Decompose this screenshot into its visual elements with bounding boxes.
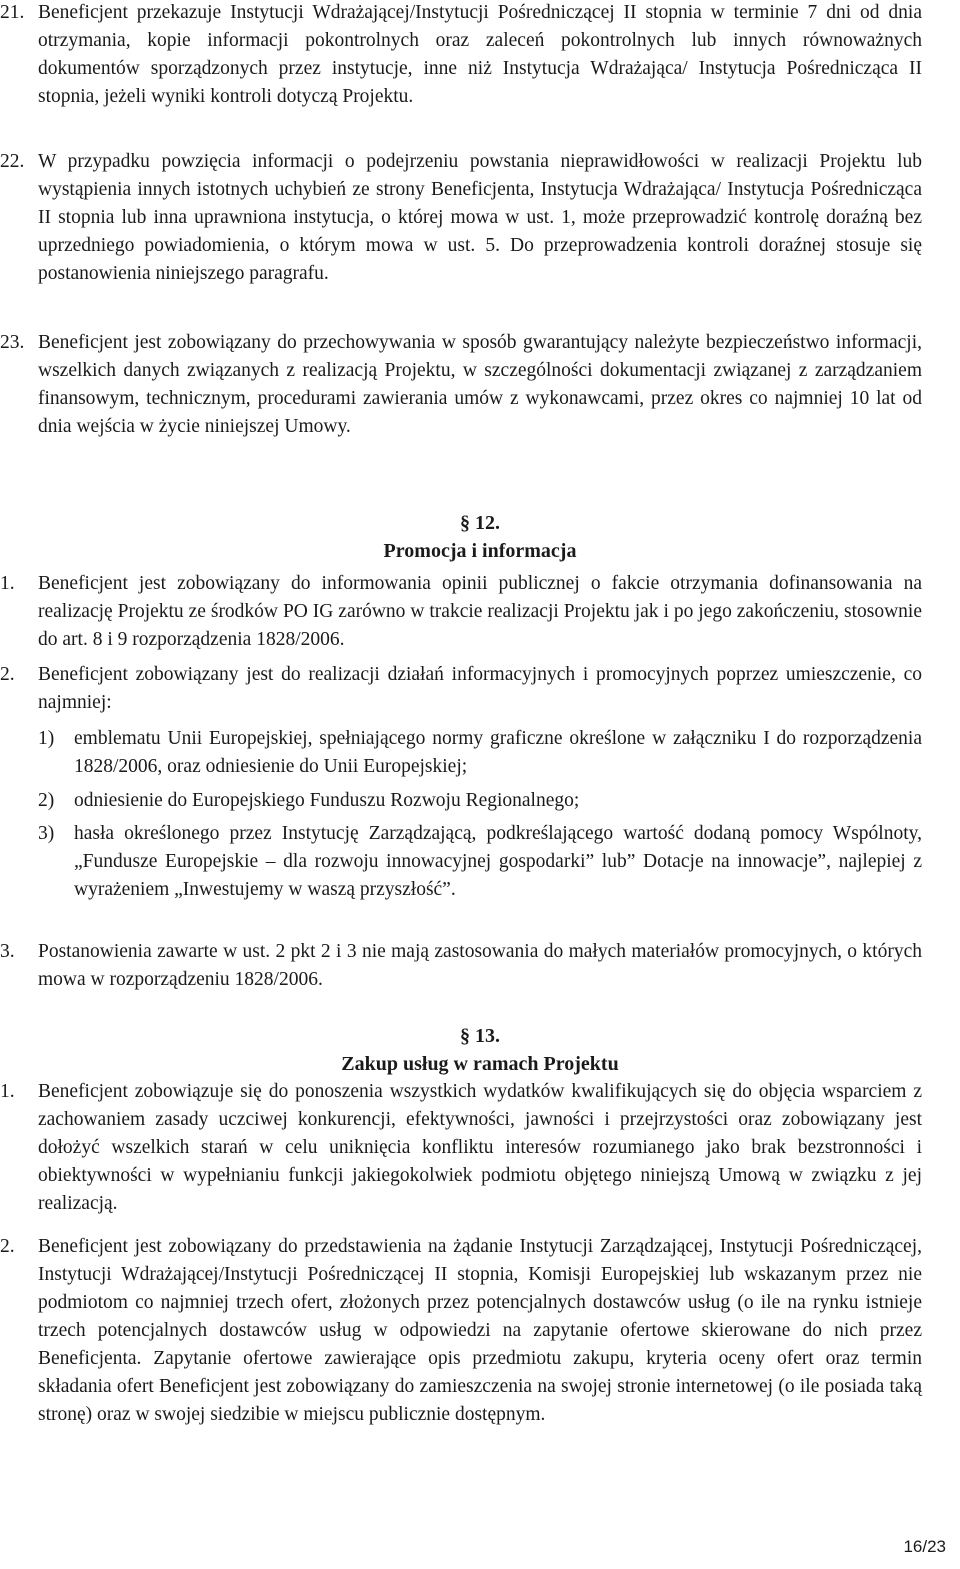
- s12-paragraph-3: [0, 938, 960, 994]
- paragraph-text: Beneficjent zobowiązany jest do realizacji działań informacyjnych i promocyjnych poprzez umieszczenie, co najmniej:: [38, 664, 922, 713]
- paragraph-number: 1.: [0, 573, 15, 594]
- page-number: 16/23: [903, 1537, 946, 1556]
- section-number: § 12.: [460, 512, 500, 534]
- list-item-text: emblematu Unii Europejskiej, spełniającego normy graficzne określone w załączniku I do rozporządzenia 1828/2006, oraz odniesienie do Unii Europejskiej;: [74, 728, 922, 777]
- paragraph-number: 2.: [0, 1236, 15, 1257]
- list-item-text: odniesienie do Europejskiego Funduszu Rozwoju Regionalnego;: [74, 790, 580, 811]
- paragraph-number: 3.: [0, 941, 15, 962]
- paragraph-21: [0, 0, 960, 111]
- list-item: [0, 820, 960, 904]
- paragraph-number: 21.: [0, 2, 25, 23]
- paragraph-text: Postanowienia zawarte w ust. 2 pkt 2 i 3 nie mają zastosowania do małych materiałów promocyjnych, o których mowa w rozporządzeniu 1828/2006.: [38, 941, 922, 990]
- list-item-number: 3): [38, 823, 55, 844]
- paragraph-text: Beneficjent jest zobowiązany do przechowywania w sposób gwarantujący należyte bezpieczeństwo informacji, wszelkich danych związanych z realizacją Projektu, w szczególności dokumentacji związanej z zarządzaniem finansowym, technicznym, procedurami zawierania umów z wykonawcami, przez okres co najmniej 10 lat od dnia wejścia w życie niniejszej Umowy.: [38, 332, 922, 437]
- paragraph-text: Beneficjent jest zobowiązany do przedstawienia na żądanie Instytucji Zarządzającej, Instytucji Pośredniczącej, Instytucji Wdrażającej/Instytucji Pośredniczącej II stopnia, Komisji Europejskiej lub wskazanym przez nie podmiotom co najmniej trzech ofert, złożonych przez potencjalnych dostawców usług (o ile na rynku istnieje trzech potencjalnych dostawców usług w odpowiedzi na zapytanie ofertowe skierowane do nich przez Beneficjenta. Zapytanie ofertowe zawierające opis przedmiotu zakupu, kryteria oceny ofert oraz termin składania ofert Beneficjent jest zobowiązany do zamieszczenia na swojej stronie internetowej (o ile posiada taką stronę) oraz w swojej siedzibie w miejscu publicznie dostępnym.: [38, 1236, 922, 1425]
- s13-paragraph-1: [0, 1078, 960, 1218]
- section-number: § 13.: [460, 1025, 500, 1047]
- s12-paragraph-2: [0, 661, 960, 717]
- list-item-number: 2): [38, 790, 55, 811]
- paragraph-text: Beneficjent jest zobowiązany do informowania opinii publicznej o fakcie otrzymania dofinansowania na realizację Projektu ze środków PO IG zarówno w trakcie realizacji Projektu jak i po jego zakończeniu, stosownie do art. 8 i 9 rozporządzenia 1828/2006.: [38, 573, 922, 650]
- paragraph-text: W przypadku powzięcia informacji o podejrzeniu powstania nieprawidłowości w realizacji Projektu lub wystąpienia innych istotnych uchybień ze strony Beneficjenta, Instytucja Wdrażająca/ Instytucja Pośrednicząca II stopnia lub inna uprawniona instytucja, o której mowa w ust. 1, może przeprowadzić kontrolę doraźną bez uprzedniego powiadomienia, o którym mowa w ust. 5. Do przeprowadzenia kontroli doraźnej stosuje się postanowienia niniejszego paragrafu.: [38, 151, 922, 284]
- s13-paragraph-2: [0, 1233, 960, 1429]
- paragraph-number: 1.: [0, 1081, 15, 1102]
- section-12-heading: [0, 509, 960, 565]
- section-13-heading: [0, 1022, 960, 1078]
- paragraph-23: [0, 329, 960, 441]
- paragraph-22: [0, 148, 960, 288]
- list-item: [0, 787, 960, 815]
- paragraph-text: Beneficjent zobowiązuje się do ponoszenia wszystkich wydatków kwalifikujących się do objęcia wsparciem z zachowaniem zasady uczciwej konkurencji, efektywności, jawności i przejrzystości oraz zobowiązany jest dołożyć wszelkich starań w celu uniknięcia konfliktu interesów rozumianego jako brak bezstronności i obiektywności w wypełnianiu funkcji jakiegokolwiek podmiotu objętego niniejszą Umową w związku z jej realizacją.: [38, 1081, 922, 1214]
- list-item: [0, 725, 960, 781]
- list-item-number: 1): [38, 728, 55, 749]
- paragraph-number: 22.: [0, 151, 25, 172]
- section-title: Zakup usług w ramach Projektu: [341, 1053, 619, 1075]
- paragraph-text: Beneficjent przekazuje Instytucji Wdrażającej/Instytucji Pośredniczącej II stopnia w terminie 7 dni od dnia otrzymania, kopie informacji pokontrolnych oraz zaleceń pokontrolnych lub innych równoważnych dokumentów sporządzonych przez instytucje, inne niż Instytucja Wdrażająca/ Instytucja Pośrednicząca II stopnia, jeżeli wyniki kontroli dotyczą Projektu.: [38, 2, 922, 107]
- paragraph-number: 23.: [0, 332, 25, 353]
- list-item-text: hasła określonego przez Instytucję Zarządzającą, podkreślającego wartość dodaną pomocy Wspólnoty, „Fundusze Europejskie – dla rozwoju innowacyjnej gospodarki” lub” Dotacje na innowacje”, najlepiej z wyrażeniem „Inwestujemy w waszą przyszłość”.: [74, 823, 922, 900]
- section-title: Promocja i informacja: [383, 540, 577, 562]
- s12-paragraph-1: [0, 570, 960, 654]
- paragraph-number: 2.: [0, 664, 15, 685]
